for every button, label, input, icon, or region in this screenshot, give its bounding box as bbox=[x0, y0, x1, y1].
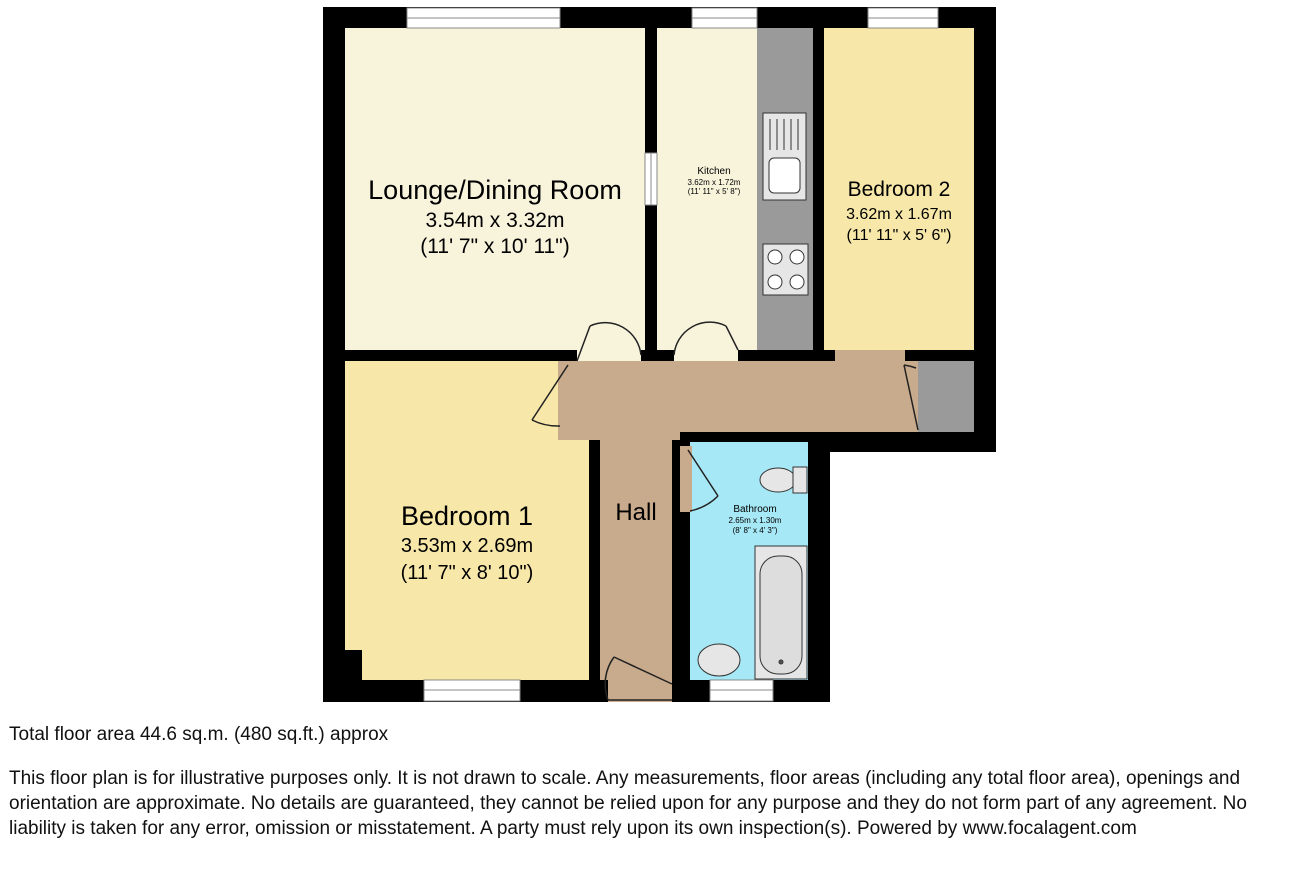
kitchen-name: Kitchen bbox=[697, 166, 731, 177]
toilet-bowl bbox=[760, 468, 796, 492]
bedroom2-name: Bedroom 2 bbox=[847, 178, 951, 201]
lounge-name: Lounge/Dining Room bbox=[368, 175, 622, 205]
cupboard-floor bbox=[918, 361, 974, 432]
disclaimer-text: This floor plan is for illustrative purposes only. It is not drawn to scale. Any measurements, floor areas (including any total floor area), openings and orientation are approximate. No details are guaranteed, they cannot be relied upon for any purpose and they do not form part of any agreement. No liability is taken for any error, omission or misstatement. A party must rely upon its own inspection(s). Powered by www.focalagent.com bbox=[9, 768, 1247, 839]
lounge-imperial: (11' 7" x 10' 11") bbox=[420, 235, 570, 258]
kitchen-metric: 3.62m x 1.72m bbox=[687, 178, 741, 187]
bedroom1-metric: 3.53m x 2.69m bbox=[400, 535, 534, 557]
kitchen-imperial: (11' 11" x 5' 8") bbox=[687, 187, 741, 196]
bathroom-metric: 2.65m x 1.30m bbox=[728, 516, 782, 525]
lounge-metric: 3.54m x 3.32m bbox=[425, 209, 565, 232]
bathroom-imperial: (8' 8" x 4' 3") bbox=[732, 526, 778, 535]
bathroom-name: Bathroom bbox=[733, 504, 777, 515]
bedroom2-imperial: (11' 11" x 5' 6") bbox=[846, 227, 952, 244]
washbasin bbox=[698, 644, 740, 676]
bedroom2-label bbox=[846, 178, 952, 244]
total-floor-area: Total floor area 44.6 sq.m. (480 sq.ft.) approx bbox=[9, 724, 389, 745]
cistern bbox=[793, 467, 807, 493]
bedroom1-name: Bedroom 1 bbox=[400, 501, 534, 531]
bedroom1-imperial: (11' 7" x 8' 10") bbox=[400, 562, 534, 584]
bathroom-label bbox=[729, 504, 782, 535]
bedroom2-metric: 3.62m x 1.67m bbox=[846, 206, 952, 223]
hall-name: Hall bbox=[615, 499, 657, 526]
bedroom1-label bbox=[401, 501, 534, 584]
